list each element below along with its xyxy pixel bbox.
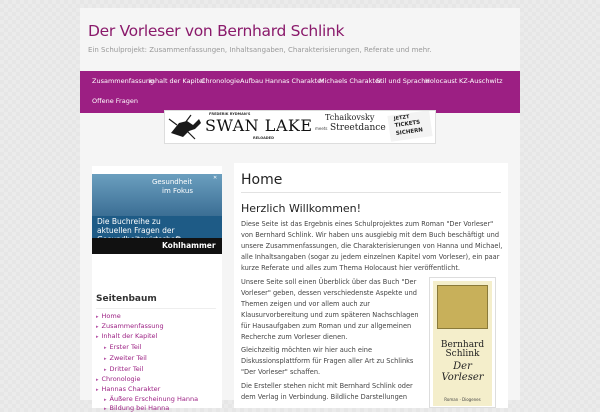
sidebar-item-chronologie[interactable] [96, 375, 141, 383]
swan-lake-ad-banner[interactable] [164, 110, 436, 144]
banner-meets: meets [315, 126, 328, 131]
nav-item-inhalt-der-kapitel[interactable]: Inhalt der Kapitel [149, 77, 205, 85]
banner-composer: Tchaikovsky [325, 113, 375, 122]
nav-item-holocaust[interactable]: Holocaust [425, 77, 458, 85]
banner-subtitle: RELOADED [253, 136, 274, 140]
sidebar-item-label: Dritter Teil [109, 365, 144, 373]
page-wrapper [80, 8, 520, 412]
cta-line-1: JETZT [393, 114, 410, 123]
sidebar-item-bildung-bei-hanna[interactable] [104, 404, 169, 412]
sidebar-item-label: Inhalt der Kapitel [101, 332, 158, 340]
chevron-right-icon: ▸ [96, 334, 99, 340]
nav-item-hannas-charakter[interactable]: Hannas Charakter [265, 77, 324, 85]
chevron-right-icon: ▸ [104, 345, 107, 351]
ad-footer [92, 238, 222, 254]
main-navigation [80, 71, 520, 113]
sidebar [92, 166, 222, 412]
kohlhammer-ad[interactable] [92, 174, 222, 254]
ad-close-icon[interactable]: ✕ [213, 175, 218, 181]
chevron-right-icon: ▸ [104, 406, 107, 412]
site-title[interactable]: Der Vorleser von Bernhard Schlink [88, 22, 345, 40]
sidebar-item-label: Home [101, 312, 121, 320]
book-publisher: Roman · Diogenes [444, 397, 481, 402]
nav-item-michaels-charakter[interactable]: Michaels Charakter [319, 77, 382, 85]
book-cover-image[interactable] [429, 277, 496, 408]
sidebar-item-zweiter-teil[interactable] [104, 354, 147, 362]
book-cover-painting [437, 285, 488, 329]
overview-paragraph: Unsere Seite soll einen Überblick über das Buch "Der Vorleser" geben, dessen verschiedenste Aspekte und Themen zeigen und vor allem auch zur Klausurvorbereitung und zum späteren Nachschlagen für Hausaufgaben zum Roman und zur allgemeinen Recherche zum Vorleser dienen. [241, 278, 419, 341]
title-divider [241, 192, 501, 193]
intro-paragraph: Diese Seite ist das Ergebnis eines Schulprojektes zum Roman "Der Vorleser" von Bernhard Schlink. Wir haben uns ausgiebig mit dem Buch beschäftigt und unsere Zusammenfassungen, die Charakterisierungen von Hanna und Michael, alle Inhaltsangaben (sogar zu jedem einzelnen Kapitel vom Vorleser), ein paar kurze Referate und alles zum Thema Holocaust hier veröffentlicht. [241, 220, 503, 272]
cta-line-3: SICHERN [395, 127, 424, 138]
ad-line-1: Gesundheit [152, 178, 193, 186]
book-author: Bernhard Schlink [440, 340, 485, 359]
sidebar-item-label: Hannas Charakter [101, 385, 161, 393]
sidebar-item-label: Äußere Erscheinung Hanna [109, 395, 199, 403]
nav-item-chronologie[interactable]: Chronologie [201, 77, 240, 85]
chevron-right-icon: ▸ [96, 387, 99, 393]
sidebar-item-inhalt-der-kapitel[interactable] [96, 332, 157, 340]
chevron-right-icon: ▸ [104, 397, 107, 403]
chevron-right-icon: ▸ [96, 324, 99, 330]
nav-item-kz-auschwitz[interactable]: KZ-Auschwitz [459, 77, 503, 85]
book-cover [433, 281, 492, 406]
chevron-right-icon: ▸ [96, 314, 99, 320]
sidebar-divider [96, 308, 216, 309]
banner-style: Streetdance [330, 123, 386, 133]
main-content [234, 163, 508, 408]
chevron-right-icon: ▸ [96, 377, 99, 383]
ad-brand: Kohlhammer [162, 241, 216, 250]
sidebar-item-erster-teil[interactable] [104, 343, 141, 351]
sidebar-item-dritter-teil[interactable] [104, 365, 143, 373]
welcome-heading: Herzlich Willkommen! [241, 202, 362, 215]
sidebar-item-zusammenfassung[interactable] [96, 322, 164, 330]
nav-item-offene-fragen[interactable]: Offene Fragen [92, 97, 138, 105]
nav-item-stil-und-sprache[interactable]: Stil und Sprache [376, 77, 430, 85]
site-description: Ein Schulprojekt: Zusammenfassungen, Inhaltsangaben, Charakterisierungen, Referate und mehr. [88, 46, 432, 54]
cta-line-2: TICKETS [394, 119, 421, 130]
ad-line-2: im Fokus [162, 187, 193, 195]
page-title: Home [241, 172, 283, 188]
sidebar-item-aeussere-erscheinung-hanna[interactable] [104, 395, 198, 403]
discussion-paragraph: Gleichzeitig möchten wir hier auch eine Diskussionsplattform für Fragen aller Art zu Schlinks "Der Vorleser" schaffen. [241, 346, 414, 376]
sidebar-item-label: Erster Teil [109, 343, 142, 351]
ad-line-4: aktuellen Fragen der [97, 226, 175, 235]
sidebar-item-label: Zusammenfassung [101, 322, 164, 330]
banner-presenter: FREDERIK RYDMAN'S [209, 112, 251, 116]
nav-item-aufbau[interactable]: Aufbau [240, 77, 264, 85]
sidebar-item-hannas-charakter[interactable] [96, 385, 160, 393]
book-title: Der Vorleser [441, 361, 484, 383]
sidebar-item-label: Chronologie [101, 375, 141, 383]
nav-item-zusammenfassung[interactable]: Zusammenfassung [92, 77, 155, 85]
sidebar-item-label: Zweiter Teil [109, 354, 147, 362]
sidebar-title: Seitenbaum [96, 294, 157, 304]
disclaimer-paragraph: Die Ersteller stehen nicht mit Bernhard Schlink oder dem Verlag in Verbindung. Bildliche Darstellungen [241, 382, 413, 401]
sidebar-item-home[interactable] [96, 312, 121, 320]
banner-title: SWAN LAKE [205, 116, 313, 135]
ad-line-3: Die Buchreihe zu [97, 217, 161, 226]
chevron-right-icon: ▸ [104, 367, 107, 373]
sidebar-item-label: Bildung bei Hanna [109, 404, 170, 412]
chevron-right-icon: ▸ [104, 356, 107, 362]
